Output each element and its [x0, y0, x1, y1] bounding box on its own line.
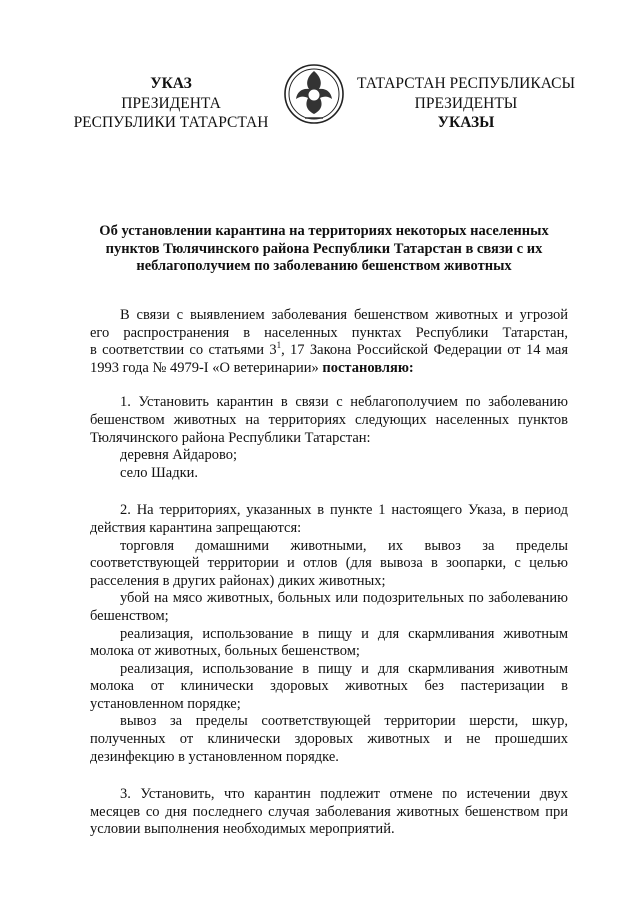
header-right-line-3: УКАЗЫ — [437, 114, 495, 131]
header-left-russian — [70, 74, 272, 133]
resolve-word: постановляю: — [322, 359, 414, 376]
ban-line: убой на мясо животных, больных или подозрительных по заболеванию — [120, 590, 568, 607]
article-superscript: 1 — [276, 340, 282, 351]
preamble-line-3: в соответствии со статьями $3^1$, 17 Закона Российской Федерации от 14 мая — [90, 340, 568, 359]
ban-line: дезинфекцию в установленном порядке. — [90, 748, 339, 765]
ban-line: молока от клинически здоровых животных без пастеризации в — [90, 678, 568, 695]
item3-line-3: условии выполнения необходимых мероприятий. — [90, 821, 395, 838]
ban-line: расселения в других районах) диких животных; — [90, 572, 386, 589]
decree-body — [90, 307, 568, 839]
item3-line-2: месяцев со дня последнего случая заболевания животных бешенством при — [90, 803, 568, 820]
ban-line: молока от животных, больных бешенством; — [90, 643, 360, 660]
header-left-line-3: РЕСПУБЛИКИ ТАТАРСТАН — [73, 114, 269, 131]
coat-of-arms-icon — [283, 62, 345, 126]
ban-line: реализация, использование в пищу и для скармливания животным — [120, 625, 568, 642]
ban-line: установленном порядке; — [90, 695, 241, 712]
ban-line: соответствующей территории и отлов (для вывоза в зоопарки, с целью — [90, 555, 568, 572]
ban-line: полученных от клинически здоровых животных и не прошедших — [90, 731, 568, 748]
item1-line-2: бешенством животных на территориях следующих населенных пунктов — [90, 411, 568, 428]
title-line-2: пунктов Тюлячинского района Республики Татарстан в связи с их — [105, 240, 543, 257]
place-item: деревня Айдарово; — [120, 447, 237, 464]
item1-line-3: Тюлячинского района Республики Татарстан: — [90, 429, 371, 446]
header-left-line-1: УКАЗ — [150, 75, 192, 92]
header-right-line-2: ПРЕЗИДЕНТЫ — [414, 94, 518, 112]
item2-intro-line-1: 2. На территориях, указанных в пункте 1 настоящего Указа, в период — [120, 502, 568, 519]
preamble-line-2: его распространения в населенных пунктах Республики Татарстан, — [90, 324, 568, 341]
decree-title — [84, 223, 564, 276]
ban-line: реализация, использование в пищу и для скармливания животным — [120, 660, 568, 677]
title-line-3: неблагополучием по заболеванию бешенством животных — [136, 258, 512, 274]
item2-intro-line-2: действия карантина запрещаются: — [90, 519, 302, 536]
place-item: село Шадки. — [120, 464, 199, 481]
preamble-line-4: 1993 года № 4979-I «О ветеринарии» постановляю: — [90, 359, 414, 376]
item3-line-1: 3. Установить, что карантин подлежит отмене по истечении двух — [120, 786, 568, 803]
header-right-line-1: ТАТАРСТАН РЕСПУБЛИКАСЫ — [357, 75, 575, 92]
ban-line: бешенством; — [90, 607, 169, 624]
item1-line-1: 1. Установить карантин в связи с неблагополучием по заболеванию — [120, 394, 568, 411]
preamble-line-1: В связи с выявлением заболевания бешенством животных и угрозой — [120, 307, 568, 323]
ban-line: вывоз за пределы соответствующей территории шерсти, шкур, — [120, 713, 568, 730]
header-left-line-2: ПРЕЗИДЕНТА — [121, 94, 221, 112]
ban-line: торговля домашними животными, их вывоз за пределы — [120, 537, 568, 554]
title-line-1: Об установлении карантина на территориях некоторых населенных — [99, 223, 549, 239]
header-right-tatar — [352, 74, 580, 133]
